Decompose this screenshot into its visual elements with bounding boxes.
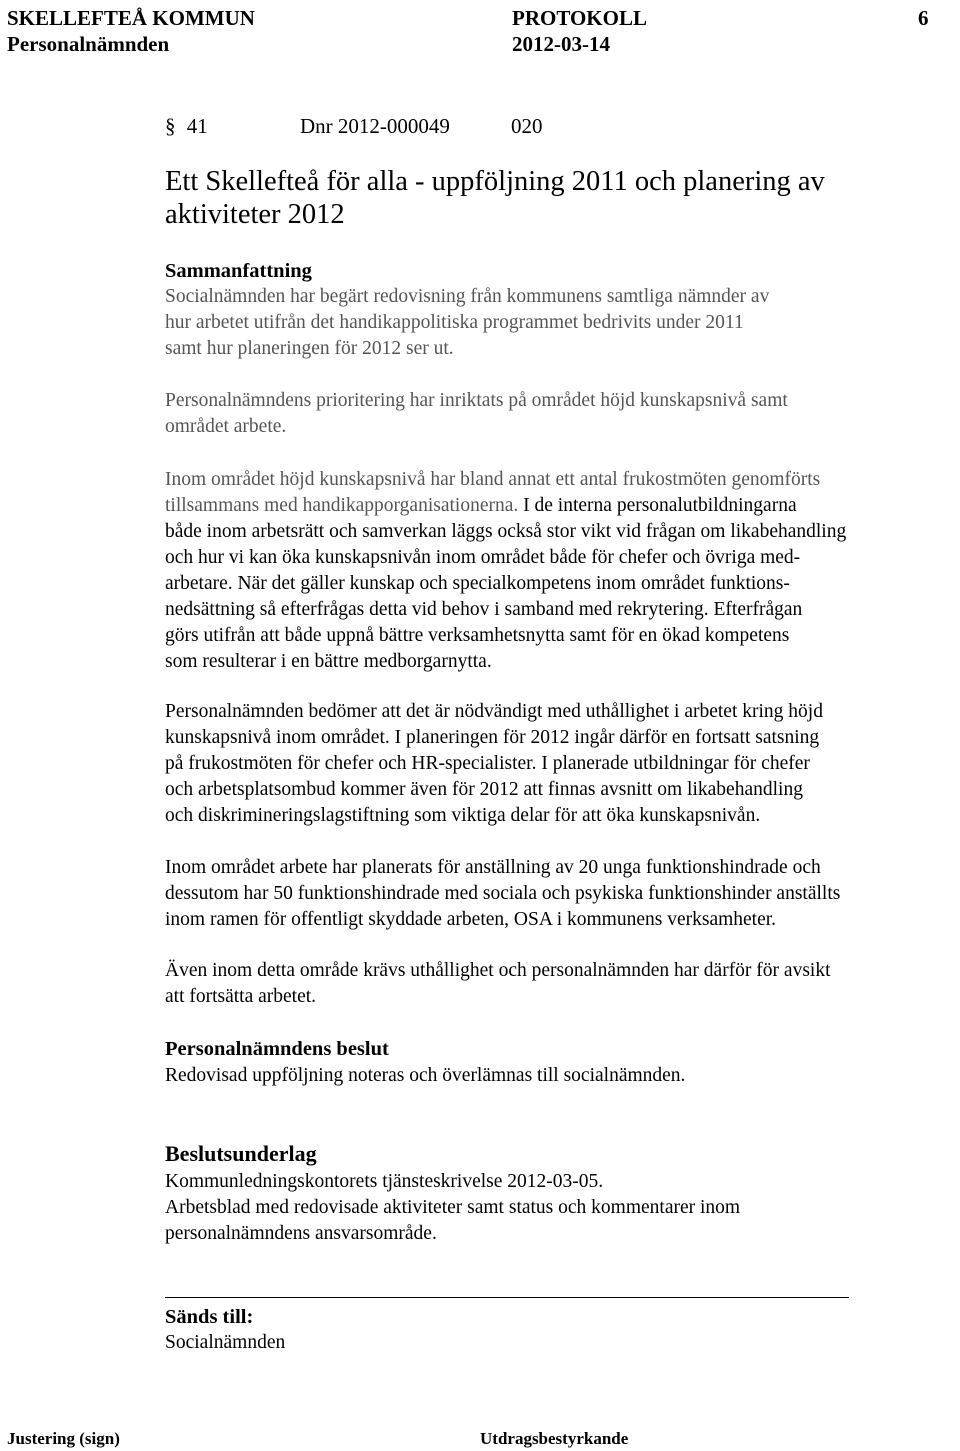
meeting-date: 2012-03-14 [512,32,610,56]
page-number: 6 [918,6,929,30]
sent-to-recipient: Socialnämnden [165,1332,286,1353]
section-sign: § [165,114,176,138]
divider-line [165,1297,849,1298]
basis-list [165,1169,955,1247]
sent-to-heading: Sänds till: [165,1306,254,1328]
summary-paragraph-4: Personalnämnden bedömer att det är nödvändigt med uthållighet i arbetet kring höjd kunskapsnivå inom området. I planeringen för 2012 ingår därför en fortsatt satsning på frukostmöten för chefer och HR-specialister. I planerade utbildningar för chefer och arbetsplatsombud kommer även för 2012 att finnas avsnitt om likabehandling och diskrimineringslagstiftning som viktiga delar för att öka kunskapsnivån. [165,701,823,826]
decision-heading: Personalnämndens beslut [165,1038,389,1060]
case-line [165,113,543,139]
case-code: 020 [511,114,543,138]
committee-name: Personalnämnden [7,32,170,56]
summary-paragraph-2: Personalnämndens prioritering har inriktats på området höjd kunskapsnivå samt området arbete. [165,390,788,437]
summary-paragraph-3: Inom området höjd kunskapsnivå har bland annat ett antal frukostmöten genomförts tillsammans med handikapporganisationerna. I de interna personalutbildningarna både inom arbetsrätt och samverkan läggs också stor vikt vid frågan om likabehandling och hur vi kan öka kunskapsnivån inom området både för chefer och övriga med- arbetare. När det gäller kunskap och specialkompetens inom området funktions- nedsättning så efterfrågas detta vid behov i samband med rekrytering. Efterfrågan görs utifrån att både uppnå bättre verksamhetsnytta samt för en ökad kompetens som resulterar i en bättre medborgarnytta. [165,469,847,672]
summary-paragraph-5: Inom området arbete har planerats för anställning av 20 unga funktionshindrade och dessutom har 50 funktionshindrade med sociala och psykiska funktionshinder anställts inom ramen för offentligt skyddade arbeten, OSA i kommunens verksamheter. [165,857,841,930]
org-name: SKELLEFTEÅ KOMMUN [7,6,255,30]
footer-utdrag: Utdragsbestyrkande [480,1429,629,1448]
summary-paragraph-1: Socialnämnden har begärt redovisning från kommunens samtliga nämnder av hur arbetet utifrån det handikappolitiska programmet bedrivits under 2011 samt hur planeringen för 2012 ser ut. [165,286,770,359]
summary-paragraph-6: Även inom detta område krävs uthållighet och personalnämnden har därför för avsikt att fortsätta arbetet. [165,960,831,1007]
footer-justering: Justering (sign) [7,1429,120,1448]
basis-item: Arbetsblad med redovisade aktiviteter samt status och kommentarer inom [165,1197,741,1218]
summary-heading: Sammanfattning [165,260,312,282]
decision-text: Redovisad uppföljning noteras och överlämnas till socialnämnden. [165,1065,686,1086]
page-title: Ett Skellefteå för alla - uppföljning 2011 och planering av aktiviteter 2012 [165,166,825,230]
basis-heading: Beslutsunderlag [165,1141,317,1166]
case-number: 41 [186,114,208,138]
dnr-label: Dnr 2012-000049 [300,114,450,138]
basis-item: personalnämndens ansvarsområde. [165,1223,437,1244]
doc-type: PROTOKOLL [512,6,647,30]
basis-item: Kommunledningskontorets tjänsteskrivelse 2012-03-05. [165,1171,604,1192]
